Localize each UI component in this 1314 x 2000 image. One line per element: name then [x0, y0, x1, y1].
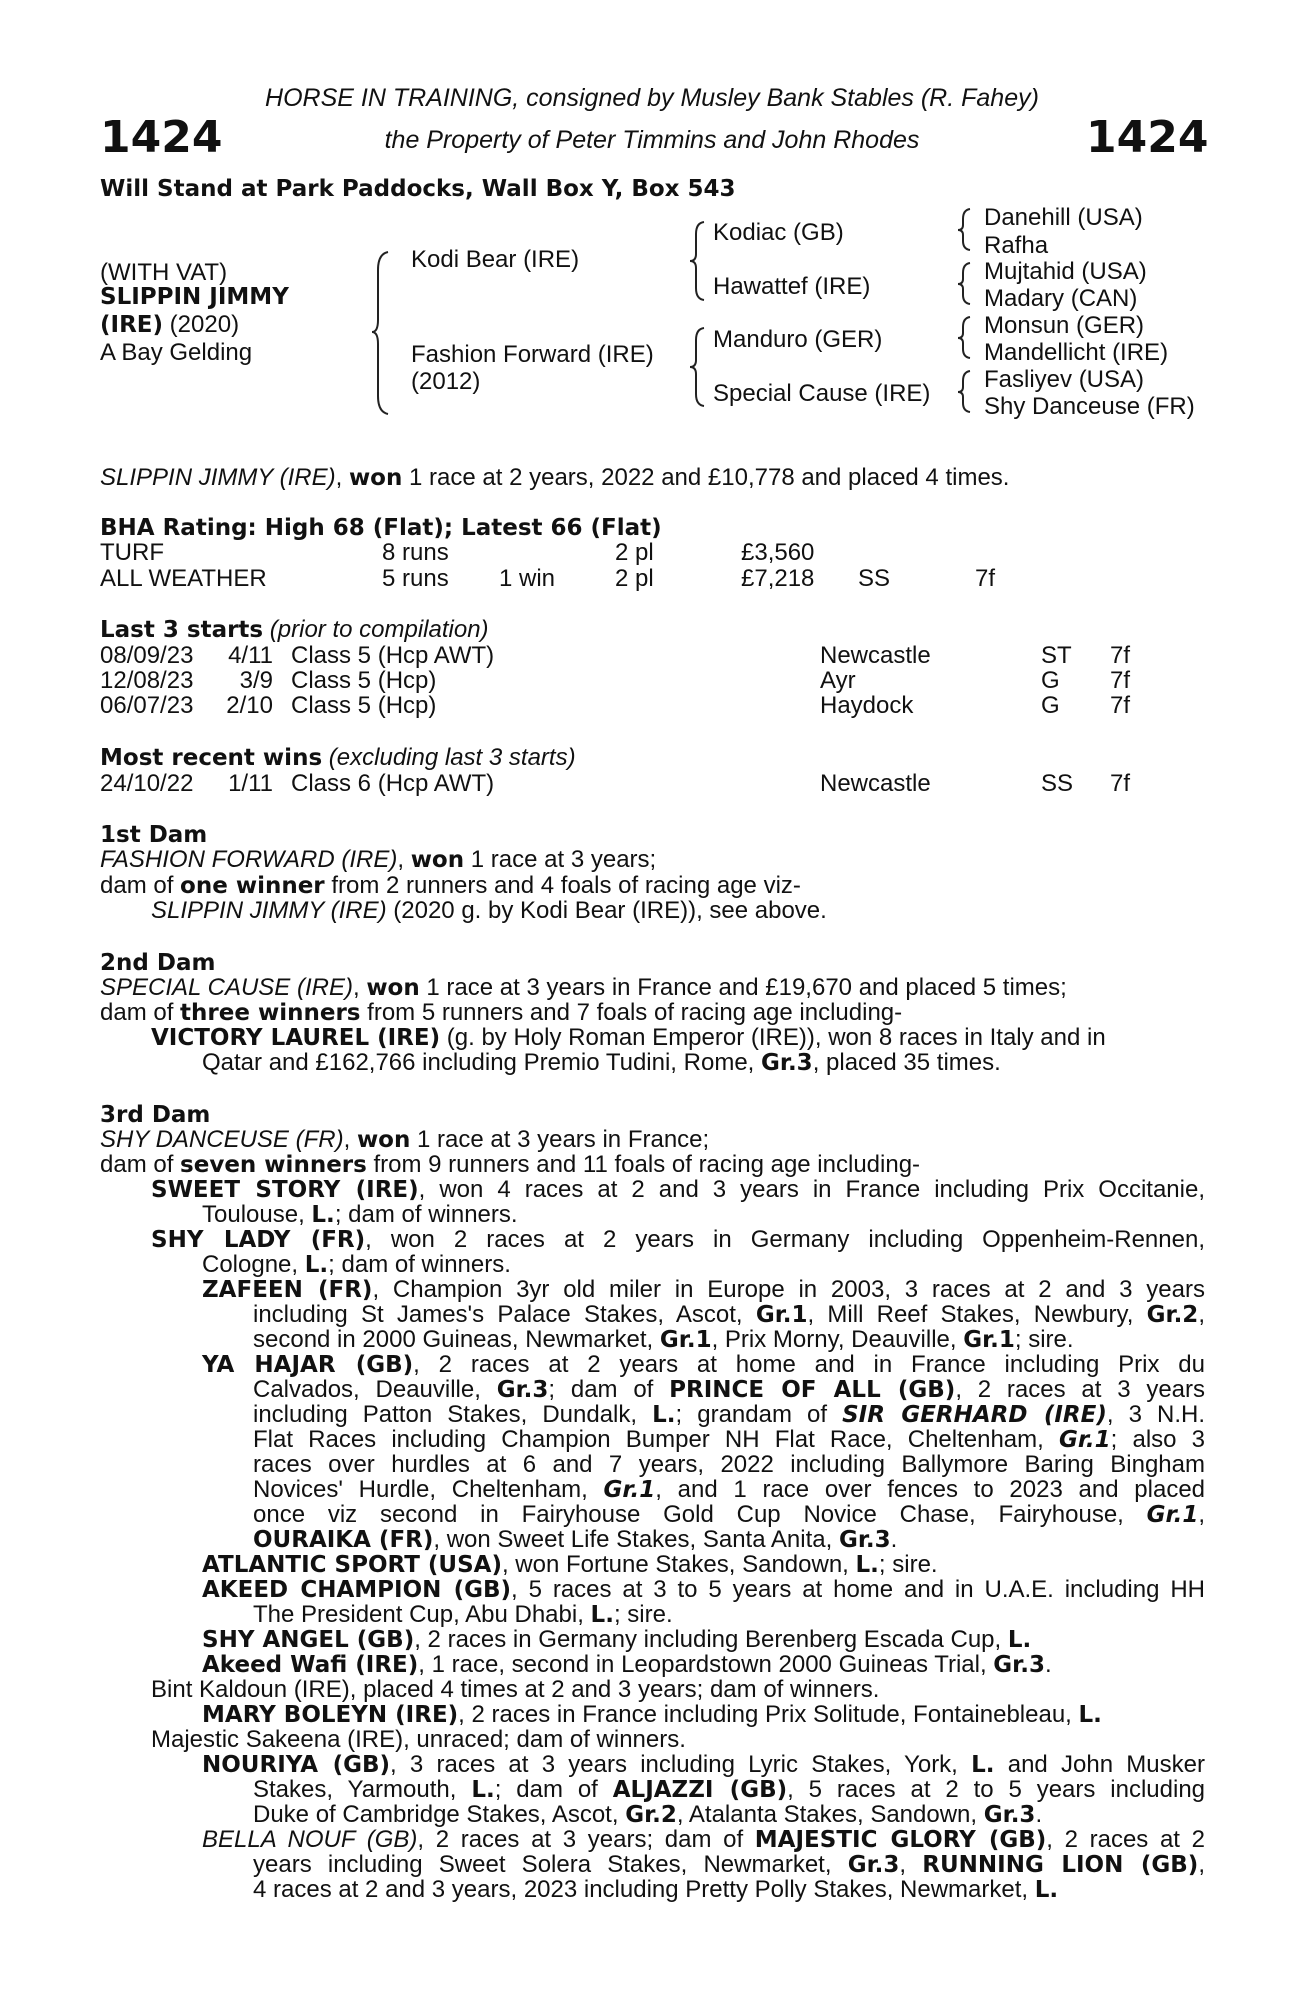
- start-course: Haydock: [820, 692, 914, 719]
- akeed-champion-line1: [202, 1577, 1205, 1604]
- aw-surface: ALL WEATHER: [100, 565, 267, 592]
- start-course: Newcastle: [820, 642, 931, 669]
- ya-hajar-line4: [253, 1427, 1205, 1454]
- aw-distance: 7f: [975, 565, 996, 592]
- grandparent-braces: [956, 207, 974, 423]
- text: including Patton Stakes, Dundalk,: [253, 1401, 653, 1428]
- dam2-line2: [100, 1000, 902, 1027]
- start-class: Class 5 (Hcp): [291, 667, 437, 694]
- grade: Gr.1: [1058, 1427, 1111, 1453]
- pedigree-sss: Danehill (USA): [984, 204, 1143, 231]
- text: .: [890, 1526, 898, 1553]
- dam-brace: [688, 326, 708, 408]
- win-date: 24/10/22: [100, 770, 194, 797]
- text: ,: [1198, 1301, 1205, 1328]
- dam1-produce-name: SLIPPIN JIMMY (IRE): [151, 897, 387, 924]
- dam1-winners: one winner: [180, 873, 325, 899]
- pedigree-ss: Kodiac (GB): [713, 219, 844, 246]
- start-course: Ayr: [820, 667, 856, 694]
- text: , won Fortune Stakes, Sandown,: [501, 1551, 856, 1578]
- text: from 2 runners and 4 foals of racing age viz-: [324, 872, 801, 899]
- akeed-wafi-line: [202, 1652, 1052, 1679]
- pedigree-dd: Special Cause (IRE): [713, 380, 931, 407]
- text: , 5 races at 3 to 5 years at home and in U.A.E. including HH: [511, 1576, 1205, 1603]
- text: .: [1035, 1801, 1043, 1828]
- dam1-line3: [151, 898, 827, 924]
- aw-runs: 5 runs: [382, 565, 449, 592]
- running-lion-name: RUNNING LION (GB): [922, 1852, 1199, 1878]
- sweet-story-line1: [151, 1177, 1205, 1204]
- horse-country: (IRE): [100, 312, 164, 338]
- dam2-name: SPECIAL CAUSE (IRE): [100, 974, 353, 1001]
- dam2-text: 1 race at 3 years in France and £19,670 and placed 5 times;: [419, 974, 1067, 1001]
- ouraika-name: OURAIKA (FR): [253, 1527, 434, 1553]
- start-going: G: [1041, 667, 1060, 694]
- text: ; dam of: [548, 1376, 670, 1403]
- start-date: 08/09/23: [100, 642, 194, 669]
- pedigree-ds: Manduro (GER): [713, 326, 883, 353]
- start-position: 2/10: [226, 692, 273, 719]
- text: , 2 races at 2 years at home and in France including Prix du: [413, 1351, 1205, 1378]
- grade: Gr.1: [755, 1302, 808, 1328]
- text: Qatar and £162,766 including Premio Tudini, Rome,: [202, 1049, 761, 1076]
- recent-title: Most recent wins: [100, 745, 323, 771]
- start-distance: 7f: [1110, 692, 1131, 719]
- dam1-name: FASHION FORWARD (IRE): [100, 846, 398, 873]
- ya-hajar-line7: [253, 1502, 1205, 1529]
- dam3-winners: seven winners: [180, 1152, 367, 1178]
- dam3-name: SHY DANCEUSE (FR): [100, 1126, 344, 1153]
- dam2-line4: [202, 1050, 1001, 1077]
- bella-nouf-line2: [253, 1852, 1205, 1879]
- sire-brace: [688, 220, 708, 302]
- recent-heading: [100, 745, 576, 772]
- shy-lady-name: SHY LADY (FR): [151, 1227, 366, 1253]
- text: ; sire.: [1014, 1326, 1074, 1353]
- text: , 2 races at 3 years: [955, 1376, 1206, 1403]
- shy-angel-name: SHY ANGEL (GB): [202, 1627, 415, 1653]
- zafeen-line2: [253, 1302, 1205, 1329]
- shy-lady-line1: [151, 1227, 1205, 1254]
- listed: L.: [304, 1252, 329, 1278]
- mary-boleyn-name: MARY BOLEYN (IRE): [202, 1702, 459, 1728]
- text: ,: [1198, 1851, 1205, 1878]
- text: Toulouse,: [202, 1201, 312, 1228]
- pedigree-dam: Fashion Forward (IRE): [411, 341, 654, 368]
- ya-hajar-line2: [253, 1377, 1205, 1404]
- aljazzi-name: ALJAZZI (GB): [612, 1777, 788, 1803]
- header-property: the Property of Peter Timmins and John Rhodes: [384, 126, 920, 154]
- dam2-winners: three winners: [180, 1000, 361, 1026]
- summary-won: won: [348, 465, 403, 491]
- text: ; grandam of: [675, 1401, 843, 1428]
- race-summary: SLIPPIN JIMMY (IRE), won 1 race at 2 years, 2022 and £10,778 and placed 4 times.: [100, 464, 1010, 491]
- pedigree-ssd: Rafha: [984, 232, 1049, 259]
- majestic-sakeena-line: Majestic Sakeena (IRE), unraced; dam of winners.: [151, 1726, 686, 1753]
- zafeen-name: ZAFEEN (FR): [202, 1277, 373, 1303]
- text: , 2 races in Germany including Berenberg Escada Cup,: [414, 1626, 1008, 1653]
- header-consignor: HORSE IN TRAINING, consigned by Musley Bank Stables (R. Fahey): [265, 84, 1039, 112]
- text: , Champion 3yr old miler in Europe in 2003, 3 races at 2 and 3 years: [372, 1276, 1205, 1303]
- start-class: Class 5 (Hcp): [291, 692, 437, 719]
- summary-horse-name: SLIPPIN JIMMY (IRE): [100, 464, 336, 491]
- last3-title: Last 3 starts: [100, 617, 264, 643]
- text: from 5 runners and 7 foals of racing age including-: [360, 999, 903, 1026]
- nouriya-name: NOURIYA (GB): [202, 1752, 391, 1778]
- listed: L.: [1007, 1627, 1032, 1653]
- grade: Gr.1: [963, 1327, 1015, 1353]
- victory-laurel-name: VICTORY LAUREL (IRE): [151, 1025, 441, 1051]
- horse-name: SLIPPIN JIMMY: [100, 284, 289, 310]
- sweet-story-name: SWEET STORY (IRE): [151, 1177, 419, 1203]
- horse-description: A Bay Gelding: [100, 339, 253, 366]
- ya-hajar-line3: [253, 1402, 1205, 1429]
- text: Calvados, Deauville,: [253, 1376, 497, 1403]
- horse-year: (2020): [163, 311, 240, 338]
- pedigree-dss: Monsun (GER): [984, 312, 1145, 339]
- pedigree-dam-year: (2012): [411, 368, 481, 395]
- turf-prize: £3,560: [741, 539, 815, 566]
- dam2-title: 2nd Dam: [100, 950, 216, 976]
- text: , won 2 races at 2 years in Germany including Oppenheim-Rennen,: [365, 1226, 1205, 1253]
- start-distance: 7f: [1110, 667, 1131, 694]
- listed: L.: [471, 1777, 495, 1803]
- text: ; dam of: [494, 1776, 613, 1803]
- grade: Gr.1: [659, 1327, 712, 1353]
- dam3-won: won: [356, 1127, 411, 1153]
- turf-surface: TURF: [100, 539, 164, 566]
- majestic-glory-name: MAJESTIC GLORY (GB): [754, 1827, 1047, 1853]
- summary-text: 1 race at 2 years, 2022 and £10,778 and placed 4 times.: [402, 464, 1010, 491]
- dam1-line2: [100, 873, 801, 900]
- bella-nouf-name: BELLA NOUF (GB): [202, 1826, 418, 1853]
- text: and John Musker: [994, 1751, 1205, 1778]
- bella-nouf-line3: [253, 1877, 1058, 1904]
- aw-going: SS: [858, 565, 891, 592]
- text: Duke of Cambridge Stakes, Ascot,: [253, 1801, 626, 1828]
- listed: L.: [590, 1602, 614, 1628]
- start-date: 06/07/23: [100, 692, 194, 719]
- dam3-text: 1 race at 3 years in France;: [410, 1126, 710, 1153]
- ya-hajar-line1: [202, 1352, 1205, 1379]
- dam1-line1: FASHION FORWARD (IRE), won 1 race at 3 years;: [100, 846, 657, 873]
- recent-note: (excluding last 3 starts): [322, 744, 576, 771]
- turf-runs: 8 runs: [382, 539, 449, 566]
- grade: Gr.3: [847, 1852, 900, 1878]
- sweet-story-line2: [202, 1202, 518, 1229]
- start-position: 4/11: [228, 642, 273, 669]
- text: ; sire.: [878, 1551, 938, 1578]
- last3-heading: [100, 617, 489, 644]
- text: , and 1 race over fences to 2023 and placed: [655, 1476, 1206, 1503]
- ya-hajar-line6: [253, 1477, 1205, 1504]
- win-going: SS: [1041, 770, 1074, 797]
- listed: L.: [1078, 1702, 1102, 1728]
- text: dam of: [100, 1151, 181, 1178]
- shy-lady-line2: [202, 1252, 511, 1279]
- text: , Prix Morny, Deauville,: [711, 1326, 964, 1353]
- text: , won Sweet Life Stakes, Santa Anita,: [433, 1526, 839, 1553]
- grade: Gr.3: [838, 1527, 891, 1553]
- text: , 2 races at 3 years; dam of: [417, 1826, 755, 1853]
- grade: Gr.1: [603, 1477, 656, 1503]
- text: dam of: [100, 872, 181, 899]
- sir-gerhard-name: SIR GERHARD (IRE): [842, 1402, 1107, 1428]
- text: , 2 races at 2: [1046, 1826, 1205, 1853]
- lot-number-right: 1424: [1086, 112, 1209, 163]
- text: Flat Races including Champion Bumper NH Flat Race, Cheltenham,: [253, 1426, 1059, 1453]
- pedigree-sd: Hawattef (IRE): [713, 273, 871, 300]
- text: ; dam of winners.: [328, 1251, 511, 1278]
- aw-prize: £7,218: [741, 565, 815, 592]
- nouriya-line2: [253, 1777, 1205, 1804]
- shy-angel-line: [202, 1627, 1031, 1654]
- akeed-wafi-name: Akeed Wafi (IRE): [202, 1652, 419, 1678]
- start-date: 12/08/23: [100, 667, 194, 694]
- zafeen-line1: [202, 1277, 1205, 1304]
- text: races over hurdles at 6 and 7 years, 2022 including Ballymore Baring Bingham: [253, 1451, 1205, 1478]
- bella-nouf-line1: [202, 1827, 1205, 1854]
- start-going: ST: [1041, 642, 1072, 669]
- text: dam of: [100, 999, 181, 1026]
- grade: Gr.3: [993, 1652, 1045, 1678]
- win-class: Class 6 (Hcp AWT): [291, 770, 495, 797]
- listed: L.: [652, 1402, 676, 1428]
- text: including St James's Palace Stakes, Ascot,: [253, 1301, 756, 1328]
- pedigree-dsd: Mandellicht (IRE): [984, 339, 1169, 366]
- start-distance: 7f: [1110, 642, 1131, 669]
- text: ; also 3: [1110, 1426, 1205, 1453]
- dam1-title: 1st Dam: [100, 822, 208, 848]
- start-position: 3/9: [239, 667, 273, 694]
- listed: L.: [855, 1552, 879, 1578]
- ya-hajar-line5: [253, 1452, 1205, 1478]
- text: years including Sweet Solera Stakes, Newmarket,: [253, 1851, 848, 1878]
- grade: Gr.3: [983, 1802, 1036, 1828]
- dam1-won: won: [410, 847, 465, 873]
- atlantic-sport-line: [202, 1552, 938, 1579]
- text: .: [1044, 1651, 1052, 1678]
- win-course: Newcastle: [820, 770, 931, 797]
- start-going: G: [1041, 692, 1060, 719]
- ya-hajar-name: YA HAJAR (GB): [202, 1352, 414, 1378]
- pedigree-sdd: Madary (CAN): [984, 285, 1138, 312]
- ya-hajar-line8: [253, 1527, 897, 1554]
- grade: Gr.2: [1146, 1302, 1199, 1328]
- turf-placed: 2 pl: [615, 539, 654, 566]
- text: ,: [899, 1851, 923, 1878]
- text: , 5 races at 2 to 5 years including: [787, 1776, 1206, 1803]
- pedigree-sire: Kodi Bear (IRE): [411, 246, 580, 273]
- text: (g. by Holy Roman Emperor (IRE)), won 8 races in Italy and in: [440, 1024, 1106, 1051]
- pedigree-dds: Fasliyev (USA): [984, 366, 1145, 393]
- text: ; dam of winners.: [334, 1201, 518, 1228]
- text: from 9 runners and 11 foals of racing age including-: [366, 1151, 921, 1178]
- listed: L.: [971, 1752, 995, 1778]
- dam2-line3: [151, 1025, 1106, 1052]
- text: 4 races at 2 and 3 years, 2023 including Pretty Polly Stakes, Newmarket,: [253, 1876, 1035, 1903]
- mary-boleyn-line: [202, 1702, 1102, 1729]
- dam3-line2: [100, 1152, 920, 1179]
- text: ,: [1198, 1501, 1205, 1528]
- text: second in 2000 Guineas, Newmarket,: [253, 1326, 660, 1353]
- aw-wins: 1 win: [499, 565, 556, 592]
- text: , placed 35 times.: [812, 1049, 1001, 1076]
- horse-name-suffix: [100, 311, 239, 339]
- text: (2020 g. by Kodi Bear (IRE)), see above.: [386, 897, 827, 924]
- grade: Gr.3: [761, 1050, 813, 1076]
- grade: Gr.1: [1146, 1502, 1199, 1528]
- text: ; sire.: [613, 1601, 673, 1628]
- nouriya-line3: [253, 1802, 1042, 1829]
- text: Stakes, Yarmouth,: [253, 1776, 472, 1803]
- nouriya-line1: [202, 1752, 1205, 1779]
- listed: L.: [311, 1202, 335, 1228]
- dam2-line1: SPECIAL CAUSE (IRE), won 1 race at 3 years in France and £19,670 and placed 5 times;: [100, 974, 1067, 1001]
- win-position: 1/11: [228, 770, 273, 797]
- text: Cologne,: [202, 1251, 305, 1278]
- grade: Gr.2: [625, 1802, 677, 1828]
- text: , won 4 races at 2 and 3 years in France including Prix Occitanie,: [418, 1176, 1205, 1203]
- bha-rating-title: BHA Rating: High 68 (Flat); Latest 66 (Flat): [100, 515, 662, 541]
- akeed-champion-name: AKEED CHAMPION (GB): [202, 1577, 512, 1603]
- dam2-won: won: [366, 975, 420, 1001]
- text: , Mill Reef Stakes, Newbury,: [807, 1301, 1147, 1328]
- text: , Atalanta Stakes, Sandown,: [676, 1801, 984, 1828]
- text: The President Cup, Abu Dhabi,: [253, 1601, 591, 1628]
- listed: L.: [1034, 1877, 1059, 1903]
- zafeen-line3: [253, 1327, 1074, 1354]
- start-class: Class 5 (Hcp AWT): [291, 642, 495, 669]
- dam3-title: 3rd Dam: [100, 1102, 211, 1128]
- akeed-champion-line2: [253, 1602, 673, 1629]
- stand-location: Will Stand at Park Paddocks, Wall Box Y, Box 543: [100, 176, 736, 202]
- aw-placed: 2 pl: [615, 565, 654, 592]
- bint-kaldoun-line: Bint Kaldoun (IRE), placed 4 times at 2 and 3 years; dam of winners.: [151, 1676, 880, 1703]
- atlantic-sport-name: ATLANTIC SPORT (USA): [202, 1552, 502, 1578]
- text: , 2 races in France including Prix Solitude, Fontainebleau,: [458, 1701, 1079, 1728]
- prince-of-all-name: PRINCE OF ALL (GB): [669, 1377, 956, 1403]
- win-distance: 7f: [1110, 770, 1131, 797]
- text: , 3 N.H.: [1106, 1401, 1205, 1428]
- text: Novices' Hurdle, Cheltenham,: [253, 1476, 604, 1503]
- text: , 3 races at 3 years including Lyric Stakes, York,: [390, 1751, 972, 1778]
- last3-note: (prior to compilation): [263, 616, 489, 643]
- pedigree-brace: [370, 250, 392, 415]
- pedigree-ddd: Shy Danceuse (FR): [984, 393, 1195, 420]
- text: once viz second in Fairyhouse Gold Cup Novice Chase, Fairyhouse,: [253, 1501, 1147, 1528]
- grade: Gr.3: [496, 1377, 549, 1403]
- dam3-line1: SHY DANCEUSE (FR), won 1 race at 3 years in France;: [100, 1126, 710, 1153]
- dam1-text: 1 race at 3 years;: [464, 846, 657, 873]
- pedigree-sds: Mujtahid (USA): [984, 258, 1147, 285]
- vat-note: (WITH VAT): [100, 259, 228, 286]
- text: , 1 race, second in Leopardstown 2000 Guineas Trial,: [418, 1651, 994, 1678]
- lot-number-left: 1424: [100, 112, 223, 163]
